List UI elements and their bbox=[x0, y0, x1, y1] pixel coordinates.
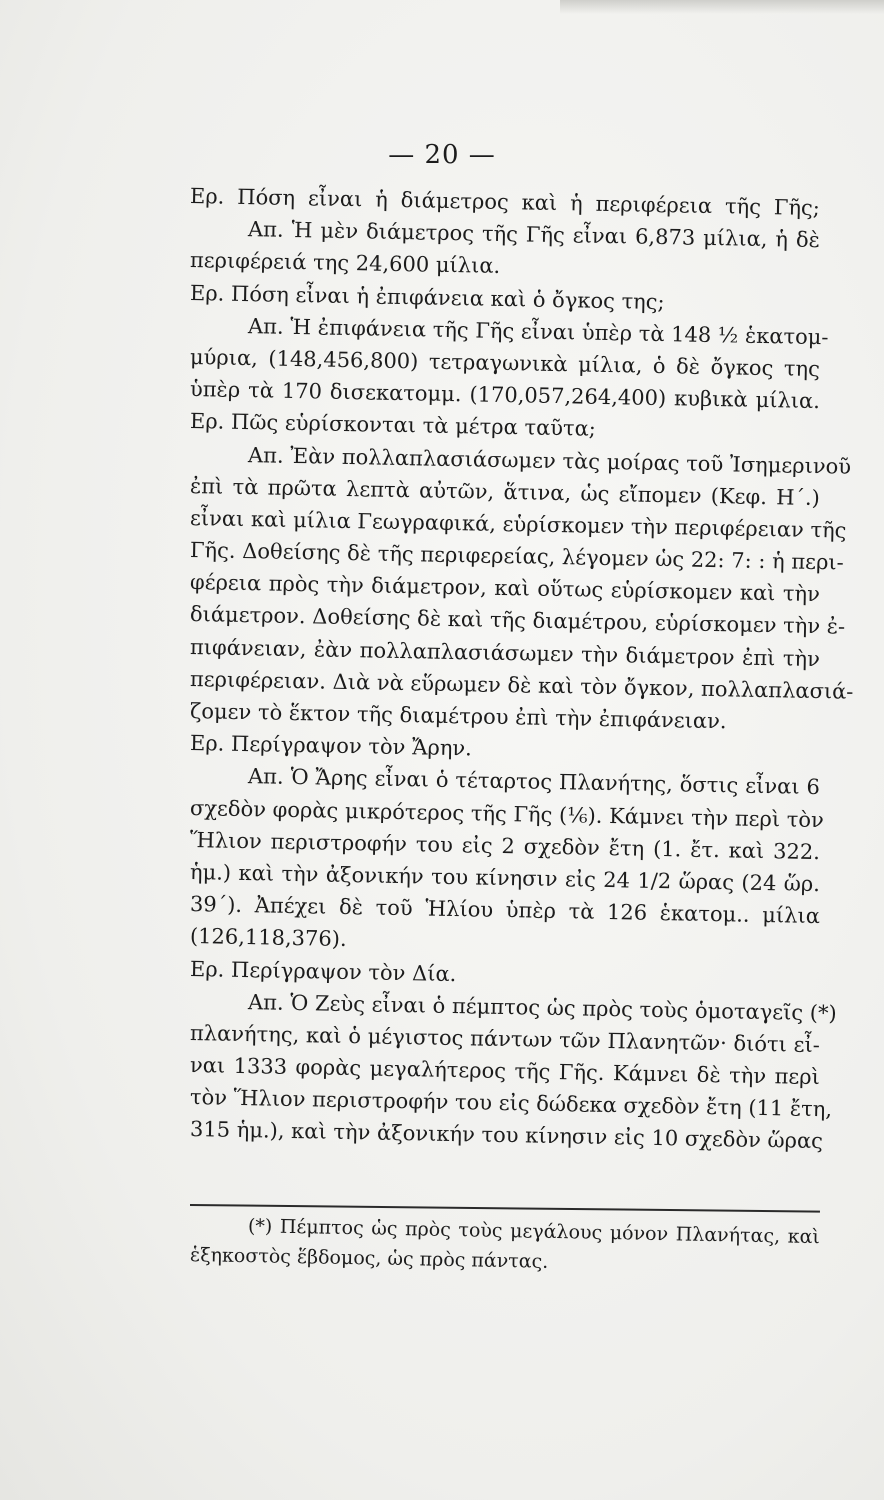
text-line: διάμετρον. Δοθείσης δὲ καὶ τῆς διαμέτρου, εὑρίσκομεν τὴν ἐ- bbox=[189, 602, 846, 640]
text-line: ναι 1333 φορὰς μεγαλήτερος τῆς Γῆς. Κάμνει δὲ τὴν περὶ bbox=[189, 1053, 821, 1090]
text-line: περιφέρειά της 24,600 μίλια. bbox=[189, 248, 501, 279]
text-line: Απ. Ἐὰν πολλαπλασιάσωμεν τὰς μοίρας τοῦ Ἰσημερινοῦ bbox=[247, 442, 852, 479]
text-line: πιφάνειαν, ἐὰν πολλαπλασιάσωμεν τὴν διάμετρον ἐπὶ τὴν bbox=[189, 634, 821, 671]
text-line: Γῆς. Δοθείσης δὲ τῆς περιφερείας, λέγομεν ὡς 22: 7: : ἡ περι- bbox=[189, 538, 844, 575]
footnote-line: ἑξηκοστὸς ἕβδομος, ὡς πρὸς πάντας. bbox=[189, 1244, 549, 1273]
text-line: ὑπὲρ τὰ 170 δισεκατομμ. (170,057,264,400) κυβικὰ μίλια. bbox=[189, 377, 821, 414]
text-line: πλανήτης, καὶ ὁ μέγιστος πάντων τῶν Πλανητῶν· διότι εἶ- bbox=[189, 1020, 821, 1057]
text-line: Ερ. Πῶς εὑρίσκονται τὰ μέτρα ταῦτα; bbox=[189, 409, 597, 442]
text-line: Ερ. Περίγραψον τὸν Δία. bbox=[189, 956, 457, 986]
footnote bbox=[189, 1210, 821, 1273]
text-line: ἡμ.) καὶ τὴν ἀξονικήν του κίνησιν εἰς 24 1/2 ὥρας (24 ὥρ. bbox=[189, 859, 821, 897]
body-text bbox=[189, 180, 854, 1154]
text-line: περιφέρειαν. Διὰ νὰ εὕρωμεν δὲ καὶ τὸν ὄγκον, πολλαπλασιά- bbox=[189, 666, 854, 704]
text-line: Ερ. Πόση εἶναι ἡ ἐπιφάνεια καὶ ὁ ὄγκος της; bbox=[189, 280, 665, 314]
footnote-line: (*) Πέμπτος ὡς πρὸς τοὺς μεγάλους μόνον Πλανήτας, καὶ bbox=[247, 1215, 821, 1249]
text-line: ἐπὶ τὰ πρῶτα λεπτὰ αὐτῶν, ἅτινα, ὡς εἴπομεν (Κεφ. Η΄.) bbox=[189, 473, 821, 510]
text-line: Ερ. Περίγραψον τὸν Ἄρην. bbox=[189, 731, 473, 761]
text-line: 315 ἡμ.), καὶ τὴν ἀξονικήν του κίνησιν εἰς 10 σχεδὸν ὥρας bbox=[189, 1117, 824, 1154]
text-line: τὸν Ἥλιον περιστροφήν του εἰς δώδεκα σχεδὸν ἔτη (11 ἔτη, bbox=[189, 1085, 833, 1122]
text-line: μύρια, (148,456,800) τετραγωνικὰ μίλια, ὁ δὲ ὄγκος της bbox=[189, 344, 821, 382]
text-line: Απ. Ἡ μὲν διάμετρος τῆς Γῆς εἶναι 6,873 μίλια, ἡ δὲ bbox=[247, 217, 821, 253]
page-edge-shadow bbox=[560, 0, 884, 14]
text-line: Απ. Ὁ Ζεὺς εἶναι ὁ πέμπτος ὡς πρὸς τοὺς ὁμοταγεῖς (*) bbox=[247, 989, 837, 1026]
text-line: ζομεν τὸ ἕκτον τῆς διαμέτρου ἐπὶ τὴν ἐπιφάνειαν. bbox=[189, 699, 727, 734]
text-line: Ερ. Πόση εἶναι ἡ διάμετρος καὶ ἡ περιφέρεια τῆς Γῆς; bbox=[189, 184, 821, 221]
text-line: Απ. Ἡ ἐπιφάνεια τῆς Γῆς εἶναι ὑπὲρ τὰ 148 ½ ἑκατομ- bbox=[247, 313, 829, 350]
text-line: 39΄). Ἀπέχει δὲ τοῦ Ἡλίου ὑπὲρ τὰ 126 ἑκατομ.. μίλια bbox=[189, 892, 821, 929]
text-line: Ἥλιον περιστροφήν του εἰς 2 σχεδὸν ἔτη (1. ἔτ. καὶ 322. bbox=[189, 827, 821, 864]
text-line: Απ. Ὁ Ἄρης εἶναι ὁ τέταρτος Πλανήτης, ὅστις εἶναι 6 bbox=[247, 764, 821, 800]
text-line: σχεδὸν φορὰς μικρότερος τῆς Γῆς (⅙). Κάμνει τὴν περὶ τὸν bbox=[189, 795, 825, 832]
page-number: — 20 — bbox=[388, 140, 496, 170]
text-line: φέρεια πρὸς τὴν διάμετρον, καὶ οὕτως εὑρίσκομεν καὶ τὴν bbox=[189, 570, 821, 607]
text-line: εἶναι καὶ μίλια Γεωγραφικά, εὑρίσκομεν τὴν περιφέρειαν τῆς bbox=[189, 505, 847, 543]
text-line: (126,118,376). bbox=[189, 924, 347, 952]
